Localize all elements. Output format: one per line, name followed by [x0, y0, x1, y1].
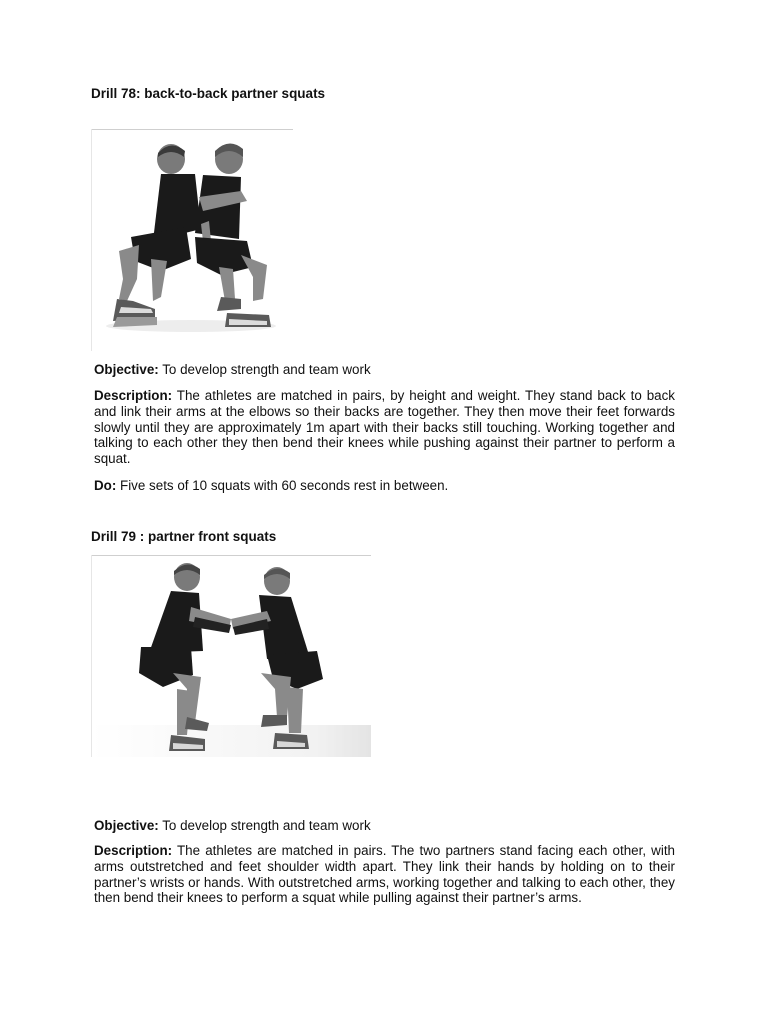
- objective-text: To develop strength and team work: [158, 362, 371, 377]
- description-label: Description:: [94, 388, 173, 403]
- drill-79-photo: [91, 555, 371, 757]
- do-label: Do:: [94, 478, 117, 493]
- description-text: The athletes are matched in pairs. The two partners stand facing each other, with arms outstretched and feet shoulder width apart. They link their hands by holding on to their partner’s wrists or hands. With outstretched arms, working together and talking to each other, they then bend their knees to perform a squat while pulling against their partner’s arms.: [94, 843, 675, 906]
- objective-text: To develop strength and team work: [158, 818, 371, 833]
- drill-78-title: Drill 78: back-to-back partner squats: [91, 86, 326, 101]
- drill-79-title: Drill 79 : partner front squats: [91, 529, 277, 544]
- drill-79-objective: [94, 818, 675, 834]
- drill-79-description: [94, 843, 675, 906]
- description-text: The athletes are matched in pairs, by height and weight. They stand back to back and link their arms at the elbows so their backs are together. They then move their feet forwards slowly until they are approximately 1m apart with their backs still touching. Working together and talking to each other they then bend their knees while pushing against their partner to perform a squat.: [94, 388, 675, 467]
- drill-78-description: [94, 388, 675, 467]
- do-text: Five sets of 10 squats with 60 seconds rest in between.: [116, 478, 449, 493]
- drill-78-photo: [91, 129, 293, 351]
- objective-label: Objective:: [94, 818, 159, 833]
- objective-label: Objective:: [94, 362, 159, 377]
- drill-78-objective: [94, 362, 675, 378]
- drill-78-do: [94, 478, 675, 494]
- description-label: Description:: [94, 843, 173, 858]
